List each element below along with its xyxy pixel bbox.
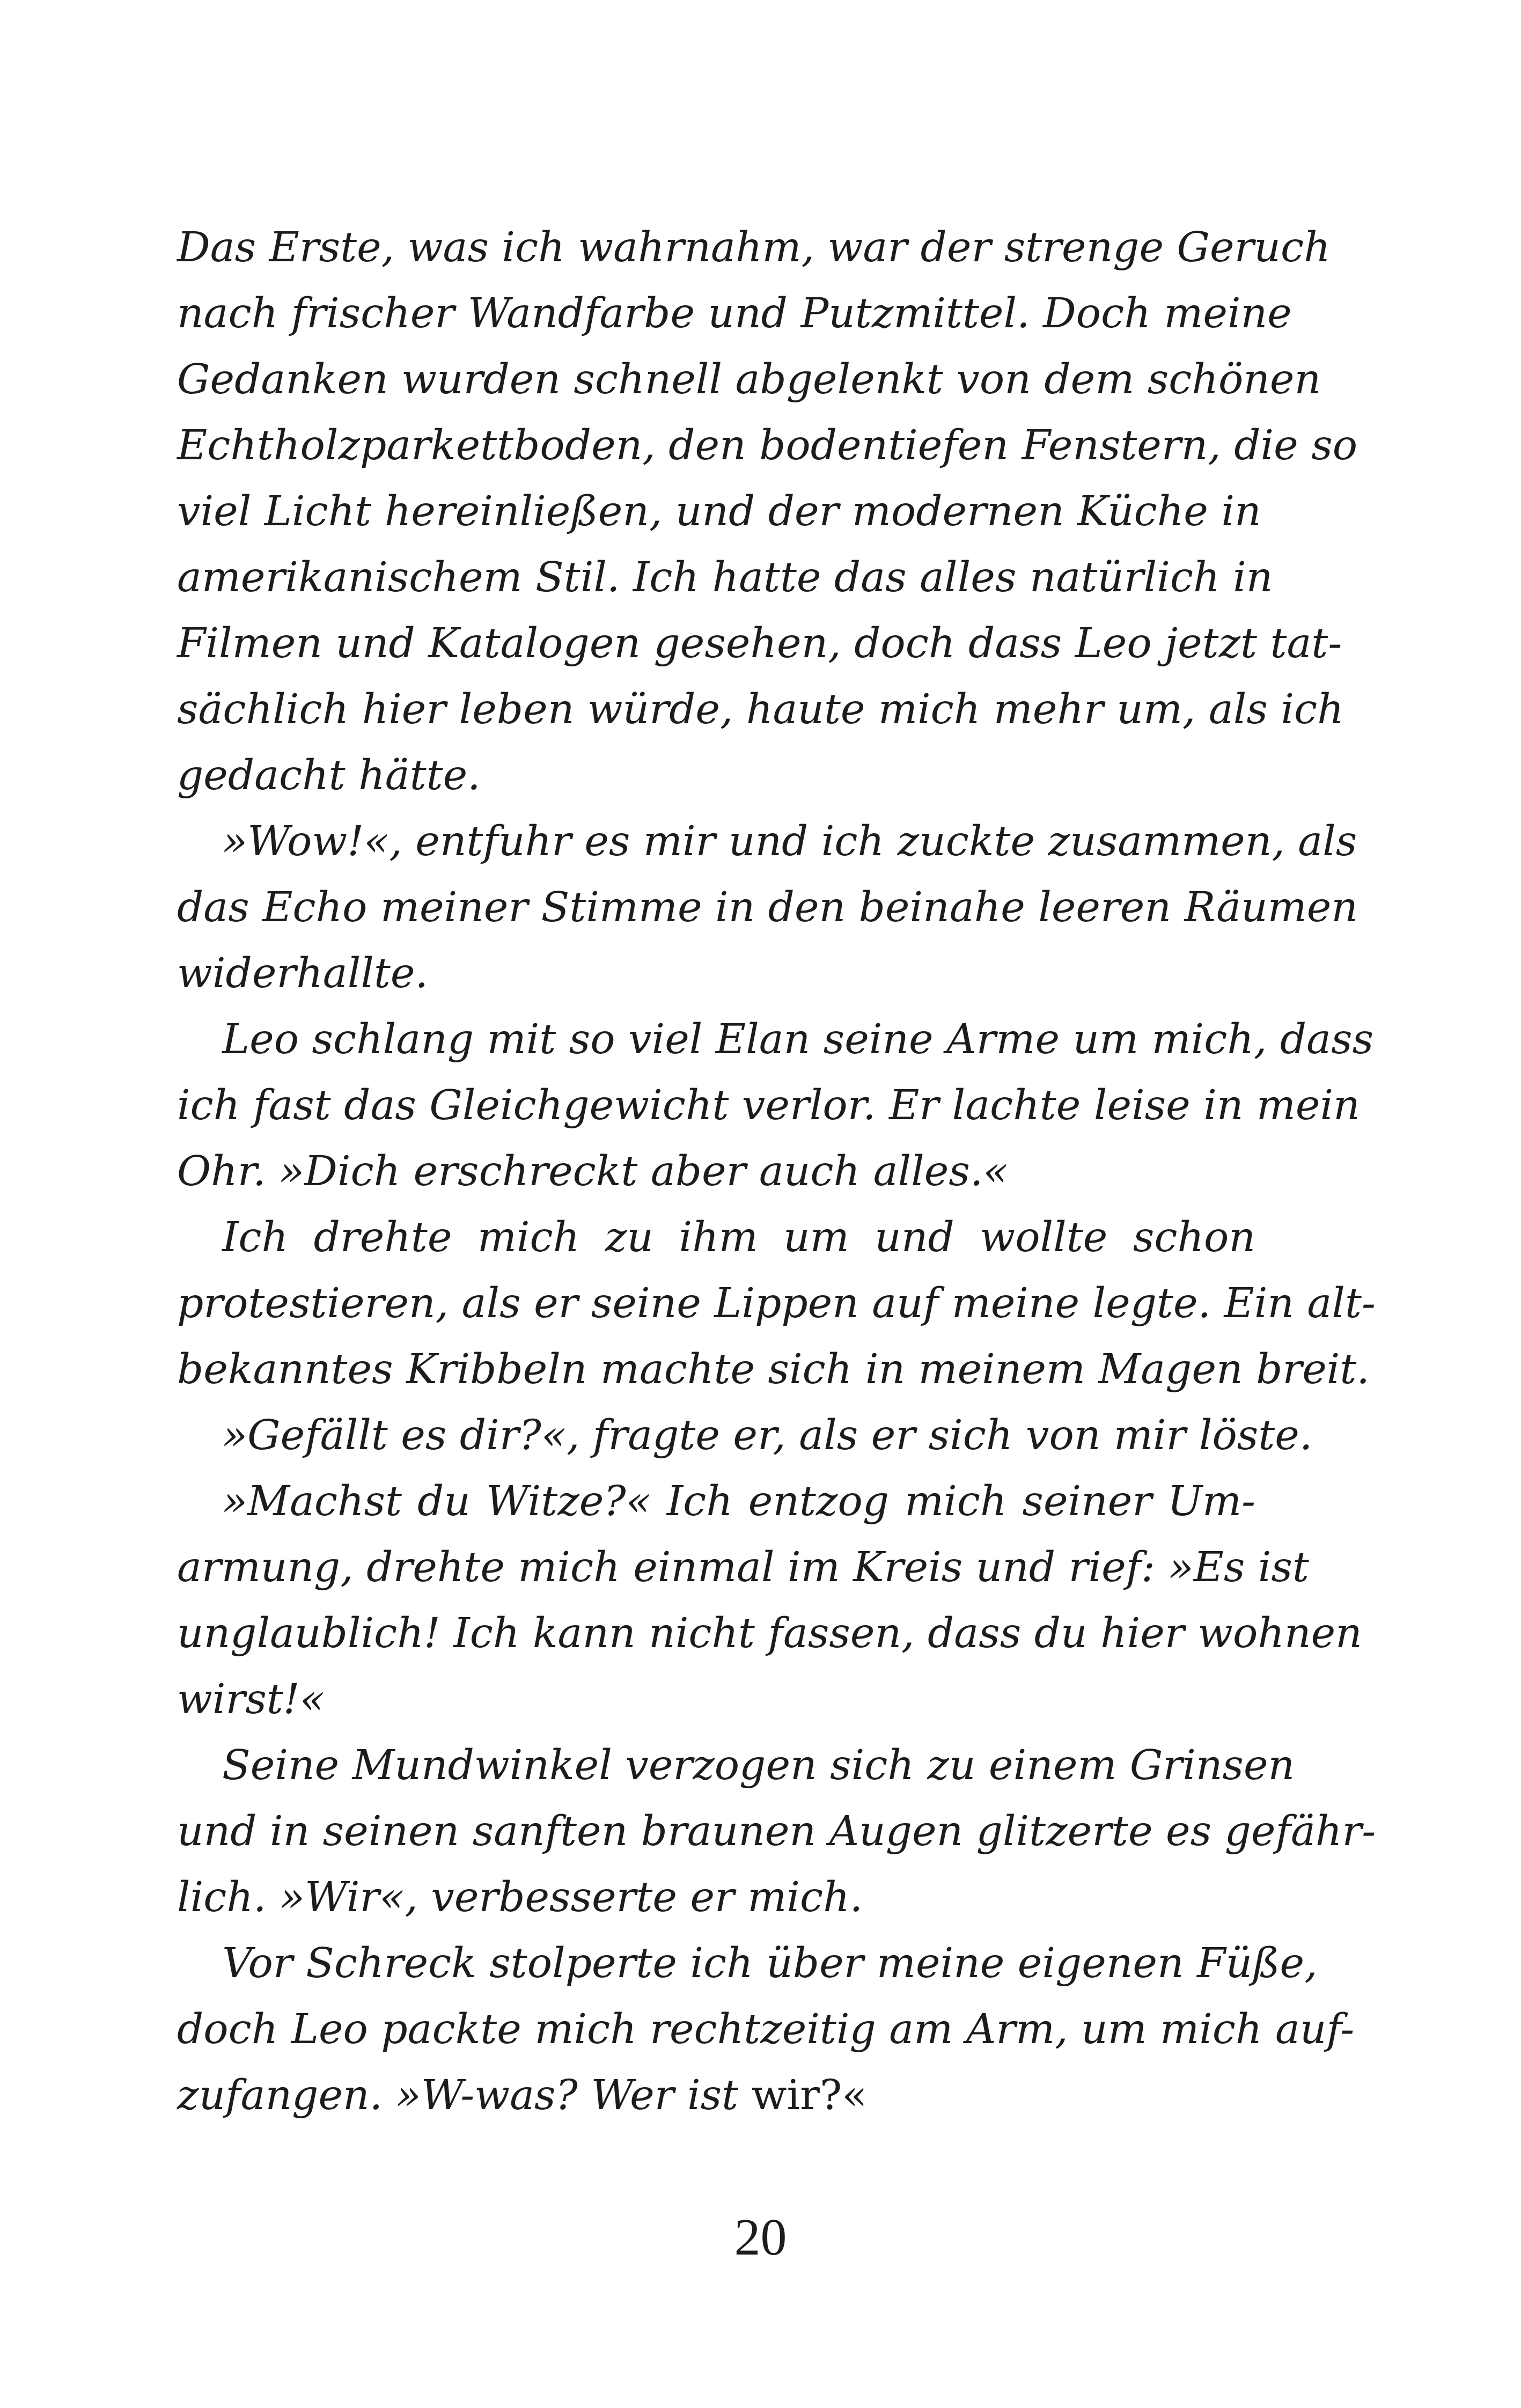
text-line: Ich drehte mich zu ihm um und wollte schon [222,1214,1255,1261]
text-line: ich fast das Gleichgewicht verlor. Er lachte leise in mein [177,1082,1360,1129]
body-text [177,215,1376,2128]
text-line: »Gefällt es dir?«, fragte er, als er sich von mir löste. [222,1412,1313,1459]
text-line: Gedanken wurden schnell abgelenkt von dem schönen [177,356,1321,403]
text-line: wirst!« [177,1676,325,1723]
last-line-upright-word: wir?« [751,2072,868,2119]
text-line: »Machst du Witze?« Ich entzog mich seiner Um- [222,1478,1255,1525]
text-line: widerhallte. [177,950,428,997]
text-line: lich. »Wir«, verbesserte er mich. [177,1874,863,1921]
text-line: Das Erste, was ich wahrnahm, war der strenge Geruch [177,224,1331,271]
text-line: protestieren, als er seine Lippen auf meine legte. Ein alt- [177,1280,1376,1327]
text-line: Filmen und Katalogen gesehen, doch dass Leo jetzt tat- [177,620,1342,667]
text-line: bekanntes Kribbeln machte sich in meinem Magen breit. [177,1346,1370,1393]
text-line: Ohr. »Dich erschreckt aber auch alles.« [177,1148,1009,1195]
text-line: Echtholzparkettboden, den bodentiefen Fenstern, die so [177,422,1358,469]
page-number: 20 [734,2208,787,2266]
text-line: Leo schlang mit so viel Elan seine Arme um mich, dass [222,1016,1374,1063]
last-line-italic: zufangen. »W-was? Wer ist [177,2072,739,2119]
text-line-last [177,2062,1255,2128]
text-line: das Echo meiner Stimme in den beinahe leeren Räumen [177,884,1358,931]
text-line: sächlich hier leben würde, haute mich mehr um, als ich [177,686,1344,733]
text-line: armung, drehte mich einmal im Kreis und rief: »Es ist [177,1544,1309,1591]
text-line: gedacht hätte. [177,752,481,799]
text-line: »Wow!«, entfuhr es mir und ich zuckte zusammen, als [222,818,1357,865]
text-line: Seine Mundwinkel verzogen sich zu einem Grinsen [222,1742,1295,1789]
text-line: viel Licht hereinließen, und der modernen Küche in [177,488,1261,535]
text-line: und in seinen sanften braunen Augen glitzerte es gefähr- [177,1808,1376,1855]
text-line: Vor Schreck stolperte ich über meine eigenen Füße, [222,1940,1318,1987]
text-line: amerikanischem Stil. Ich hatte das alles natürlich in [177,554,1273,601]
text-line: nach frischer Wandfarbe und Putzmittel. Doch meine [177,290,1292,337]
text-line: doch Leo packte mich rechtzeitig am Arm, um mich auf- [177,2006,1355,2053]
text-line: unglaublich! Ich kann nicht fassen, dass du hier wohnen [177,1610,1362,1657]
